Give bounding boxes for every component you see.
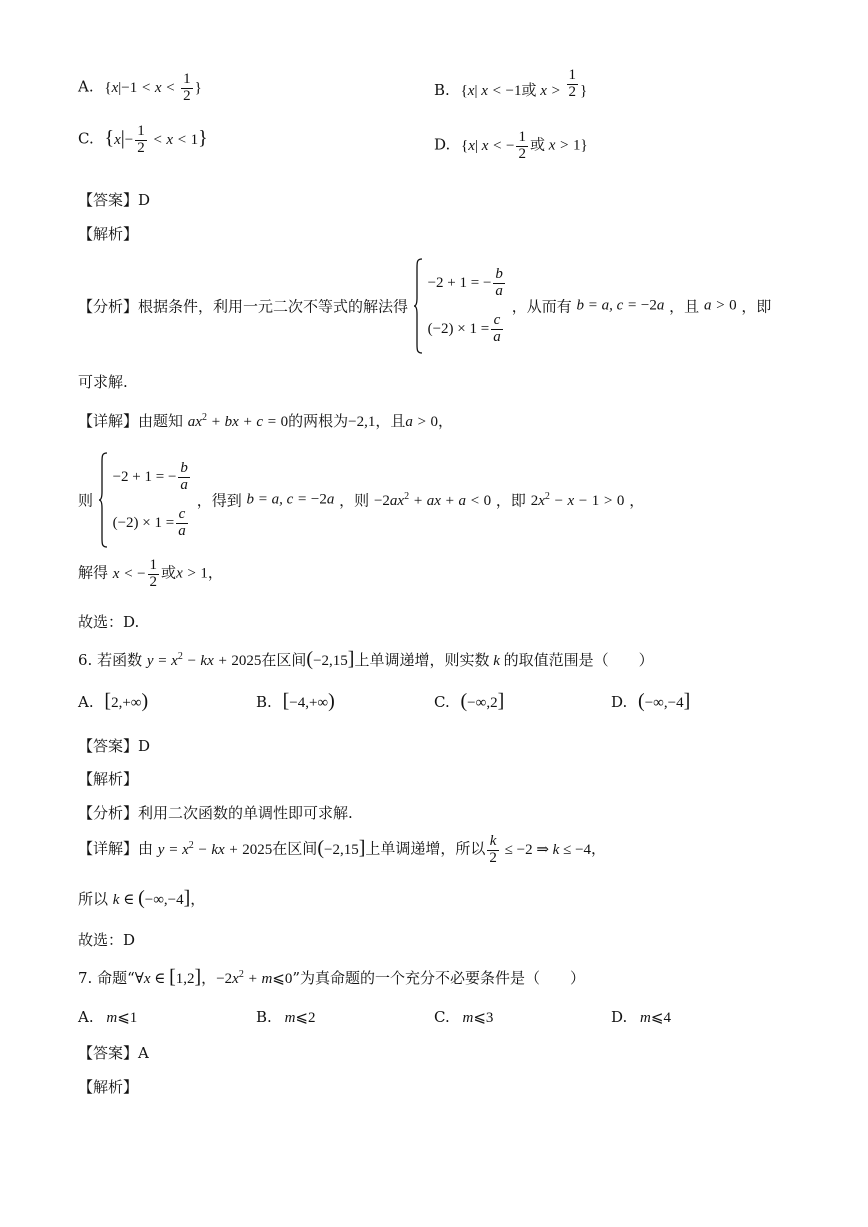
option-math: m⩽4: [640, 1010, 671, 1026]
text: 在区间: [272, 839, 318, 858]
math: a > 0: [703, 297, 737, 314]
q5-ze: [78, 452, 644, 548]
q5-option-b: B. {x| x < −1或 x > $\frac{1}{2}$ }: [434, 66, 588, 100]
math: $2x^2 - x - 1 > 0$: [530, 490, 625, 509]
q7-option-b: [256, 1008, 316, 1027]
math: b = a, c = −2a: [576, 297, 665, 314]
option-label: B.: [256, 1008, 272, 1026]
text: 的两根为: [288, 412, 349, 430]
q5-fenxi-cont: 可求解.: [78, 373, 128, 391]
option-label: D.: [611, 1008, 628, 1026]
option-label: C.: [434, 693, 450, 711]
option-math: m⩽2: [284, 1010, 316, 1026]
text: ，: [629, 491, 645, 510]
text: ，: [591, 839, 607, 858]
text: ，且: [669, 297, 700, 316]
option-math: x > 1}: [544, 137, 588, 154]
math: x > 1: [176, 565, 208, 582]
q6-xiangjie: [78, 834, 606, 867]
text: 上单调递增，则实数: [354, 651, 490, 669]
left-brace-icon: [98, 452, 108, 548]
option-label: D.: [434, 135, 451, 154]
text: ，: [207, 563, 223, 582]
q6-option-c: [434, 690, 504, 713]
text: 的取值范围是（ ）: [503, 651, 654, 669]
q5-analysis-label: 【解析】: [78, 225, 139, 243]
text: ，即: [495, 491, 526, 510]
q5-option-d: [434, 130, 588, 163]
left-brace-icon: [413, 258, 423, 354]
text: ，从而有: [511, 297, 572, 316]
text: 则: [78, 491, 94, 510]
text: 解得: [78, 563, 109, 582]
text: ，则: [339, 491, 370, 510]
text: 【分析】根据条件，利用一元二次不等式的解法得: [78, 297, 409, 316]
option-label: A.: [78, 693, 94, 711]
option-math: {x|−1 < x < $\frac{1}{2}$ }: [104, 71, 202, 104]
text: 上单调递增，所以: [365, 839, 486, 858]
q5-guxuan: 故选：D.: [78, 613, 140, 631]
math: a > 0: [405, 414, 439, 430]
text: 【详解】由题知: [78, 412, 184, 430]
math: $-2ax^2$ + ax + a < 0: [373, 490, 492, 509]
text: 6. 若函数: [78, 651, 143, 669]
option-label: D.: [611, 693, 628, 711]
q6-answer: 【答案】D: [78, 737, 151, 755]
text: ，: [438, 412, 454, 430]
q7-answer: 【答案】A: [78, 1044, 149, 1062]
q7-option-a: [78, 1008, 137, 1027]
text: 【详解】由: [78, 839, 154, 858]
option-math: {x| x < − $\frac{1}{2}$: [461, 129, 526, 162]
math: $y = x^2$ − kx + 2025: [157, 839, 273, 858]
option-math: [−4,+∞): [282, 690, 335, 712]
math: $ax^2$ + bx + c = 0: [187, 412, 289, 430]
option-label: C.: [434, 1008, 450, 1026]
option-math: x >: [536, 83, 565, 99]
text: ，: [201, 969, 217, 987]
math: b = a, c = −2a: [246, 491, 335, 508]
option-math: {x|− $\frac{1}{2}$ < x < 1}: [104, 123, 208, 156]
option-label: B.: [434, 81, 450, 99]
q5-option-c: [78, 124, 208, 157]
text: 所以: [78, 890, 109, 908]
option-math: m⩽1: [106, 1010, 138, 1026]
option-text: 或: [529, 135, 545, 154]
equation-system: −2 + 1 = − $\frac{b}{a}$ (−2) × 1 = $\frac{c}{a}$: [112, 459, 188, 539]
option-math: {x| x < −1: [460, 83, 522, 99]
option-label: A.: [78, 1008, 94, 1026]
q7-option-c: [434, 1008, 493, 1027]
q7-analysis-label: 【解析】: [78, 1078, 139, 1096]
option-text: 或: [521, 81, 537, 99]
math: $y = x^2$ − kx + 2025: [146, 651, 262, 669]
q5-option-a: [78, 72, 202, 105]
math: k ∈ (−∞,−4]: [112, 887, 191, 909]
q6-guxuan: 故选：D: [78, 931, 136, 949]
q7-option-d: [611, 1008, 671, 1027]
text: ”为真命题的一个充分不必要条件是（ ）: [292, 969, 586, 987]
q6-option-b: [256, 690, 335, 713]
math: x < − $\frac{1}{2}$: [112, 557, 158, 590]
option-math: [2,+∞): [104, 690, 149, 712]
math: $\frac{k}{2}$ ≤ −2 ⇒ k ≤ −4: [489, 833, 592, 866]
q5-answer: 【答案】D: [78, 191, 151, 209]
text: ，且: [375, 412, 406, 430]
q6-suoyi: [78, 887, 205, 910]
text: ，: [190, 890, 206, 908]
equation-system: −2 + 1 = − $\frac{b}{a}$ (−2) × 1 = $\frac{c}{a}$: [427, 265, 503, 345]
math: k: [489, 653, 504, 669]
math: (−2,15]: [317, 836, 366, 859]
q6-analysis-label: 【解析】: [78, 770, 139, 788]
q5-jiede: [78, 558, 223, 591]
option-label: A.: [78, 77, 94, 96]
q6-option-d: [611, 690, 690, 713]
q6-option-a: [78, 690, 148, 713]
math: (−2,15]: [306, 648, 355, 670]
math: $-2x^2$ + m⩽0: [216, 969, 293, 987]
text: 或: [161, 563, 177, 582]
q5-xiangjie: [78, 410, 453, 431]
option-math: (−∞,−4]: [638, 690, 691, 712]
text: 7. 命题“: [78, 969, 135, 987]
q6-stem: [78, 648, 654, 671]
q7-stem: [78, 966, 585, 989]
option-label: B.: [256, 693, 272, 711]
option-math: (−∞,2]: [460, 690, 505, 712]
text: ，即: [741, 297, 772, 316]
math: −2,1: [348, 414, 376, 430]
text: 在区间: [261, 651, 307, 669]
option-math: m⩽3: [462, 1010, 494, 1026]
q6-fenxi: 【分析】利用二次函数的单调性即可求解.: [78, 804, 353, 822]
text: ，得到: [196, 491, 242, 510]
q5-fenxi: [78, 258, 771, 354]
math: ∀x ∈ [1,2]: [134, 966, 202, 988]
option-label: C.: [78, 129, 94, 148]
